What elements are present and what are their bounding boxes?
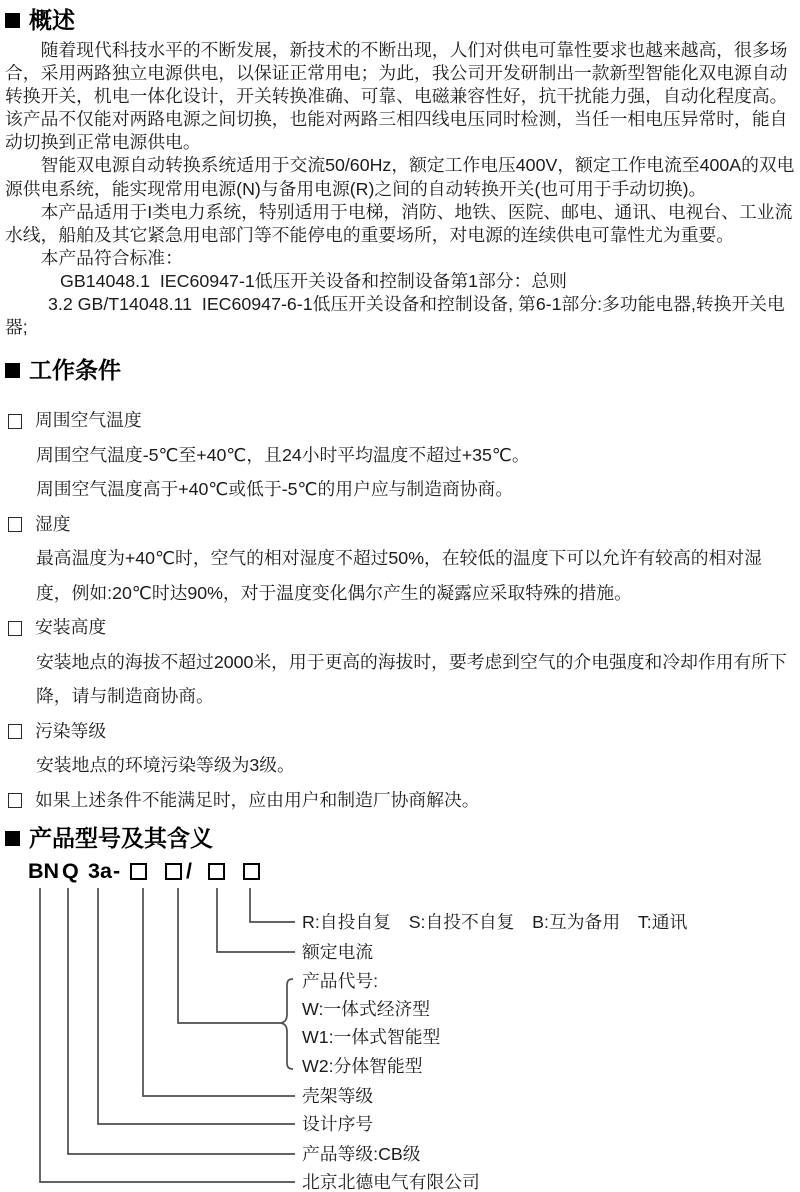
section-heading-working-conditions <box>5 356 800 384</box>
brace-icon <box>281 979 293 1069</box>
black-square-bullet-icon <box>5 13 20 28</box>
model-code-brand: BN <box>28 859 60 884</box>
model-code-grade: Q <box>62 859 79 884</box>
model-code-dash: - <box>113 859 121 884</box>
condition-title-row <box>5 507 795 542</box>
condition-title-row <box>5 403 795 438</box>
model-label-design-serial: 设计序号 <box>302 1114 374 1135</box>
checkbox-icon <box>8 517 22 532</box>
model-code-diagram <box>0 858 800 1192</box>
section-heading-model <box>5 824 800 852</box>
checkbox-icon <box>8 793 22 808</box>
model-label-rated-current: 额定电流 <box>302 942 374 963</box>
standards-intro: 本产品符合标准： <box>40 247 183 268</box>
condition-item <box>5 507 795 611</box>
model-label-frame-level: 壳架等级 <box>302 1086 374 1107</box>
overview-paragraph: 随着现代科技水平的不断发展，新技术的不断出现，人们对供电可靠性要求也越来越高，很多场合，采用两路独立电源供电，以保证正常用电；为此，我公司开发研制出一款新型智能化双电源自动转换开关，机电一体化设计，开关转换准确、可靠、电磁兼容性好，抗干扰能力强，自动化程度高。该产品不仅能对两路电源之间切换，也能对两路三相四线电压同时检测，当任一相电压异常时，能自动切换到正常电源供电。 <box>5 40 788 153</box>
condition-text: 周围空气温度高于+40℃或低于-5℃的用户应与制造商协商。 <box>36 479 514 500</box>
model-box-icon <box>130 863 147 880</box>
condition-item <box>5 714 795 783</box>
working-conditions-title: 工作条件 <box>29 357 121 384</box>
section-heading-overview <box>5 6 800 34</box>
condition-title-row <box>5 610 795 645</box>
model-label-type-w: W:一体式经济型 <box>302 999 431 1020</box>
condition-item <box>5 403 795 507</box>
condition-text: 周围空气温度-5℃至+40℃，且24小时平均温度不超过+35℃。 <box>36 444 530 465</box>
connector-lines <box>0 858 800 1192</box>
model-label-product-class: 产品等级:CB级 <box>302 1144 421 1165</box>
model-label-function-codes: R:自投自复 S:自投不自复 B:互为备用 T:通讯 <box>302 912 688 933</box>
model-label-type-w1: W1:一体式智能型 <box>302 1027 441 1048</box>
condition-item <box>5 610 795 714</box>
model-label-product-code: 产品代号: <box>302 971 379 992</box>
condition-text: 最高温度为+40℃时，空气的相对湿度不超过50%，在较低的温度下可以允许有较高的相对湿度，例如:20℃时达90%，对于温度变化偶尔产生的凝露应采取特殊的措施。 <box>36 548 762 603</box>
model-box-icon <box>243 863 260 880</box>
condition-title-row <box>5 714 795 749</box>
overview-section <box>0 39 800 339</box>
checkbox-icon <box>8 724 22 739</box>
model-code-series: 3a <box>88 859 112 884</box>
overview-paragraph: 本产品适用于I类电力系统，特别适用于电梯，消防、地铁、医院、邮电、通讯、电视台、工业流水线，船舶及其它紧急用电部门等不能停电的重要场所，对电源的连续供电可靠性尤为重要。 <box>5 201 793 245</box>
condition-item <box>5 783 795 818</box>
condition-label: 周围空气温度 <box>35 410 142 431</box>
condition-title-row <box>5 783 795 818</box>
condition-text: 安装地点的海拔不超过2000米，用于更高的海拔时，要考虑到空气的介电强度和冷却作用有所下降，请与制造商协商。 <box>36 651 787 707</box>
model-box-icon <box>208 863 225 880</box>
condition-label: 湿度 <box>35 513 71 534</box>
condition-label: 污染等级 <box>35 720 107 741</box>
condition-label: 安装高度 <box>35 617 107 638</box>
standard-line: 3.2 GB/T14048.11 IEC60947-6-1低压开关设备和控制设备, 第6-1部分:多功能电器,转换开关电器; <box>5 294 785 338</box>
model-label-type-w2: W2:分体智能型 <box>302 1056 423 1077</box>
working-conditions-section <box>0 403 800 817</box>
overview-title: 概述 <box>29 7 75 33</box>
standard-line: GB14048.1 IEC60947-1低压开关设备和控制设备第1部分：总则 <box>60 270 567 291</box>
checkbox-icon <box>8 414 22 429</box>
black-square-bullet-icon <box>5 831 20 846</box>
model-section-title: 产品型号及其含义 <box>29 825 213 852</box>
model-box-icon <box>165 863 182 880</box>
overview-paragraph: 智能双电源自动转换系统适用于交流50/60Hz，额定工作电压400V，额定工作电流至400A的双电源供电系统，能实现常用电源(N)与备用电源(R)之间的自动转换开关(也可用于手动切换)。 <box>5 155 795 199</box>
condition-label: 如果上述条件不能满足时，应由用户和制造厂协商解决。 <box>35 789 480 810</box>
checkbox-icon <box>8 621 22 636</box>
black-square-bullet-icon <box>5 363 20 378</box>
condition-text: 安装地点的环境污染等级为3级。 <box>36 755 295 776</box>
model-label-company-name: 北京北德电气有限公司 <box>302 1172 480 1192</box>
model-code-slash: / <box>186 859 192 884</box>
